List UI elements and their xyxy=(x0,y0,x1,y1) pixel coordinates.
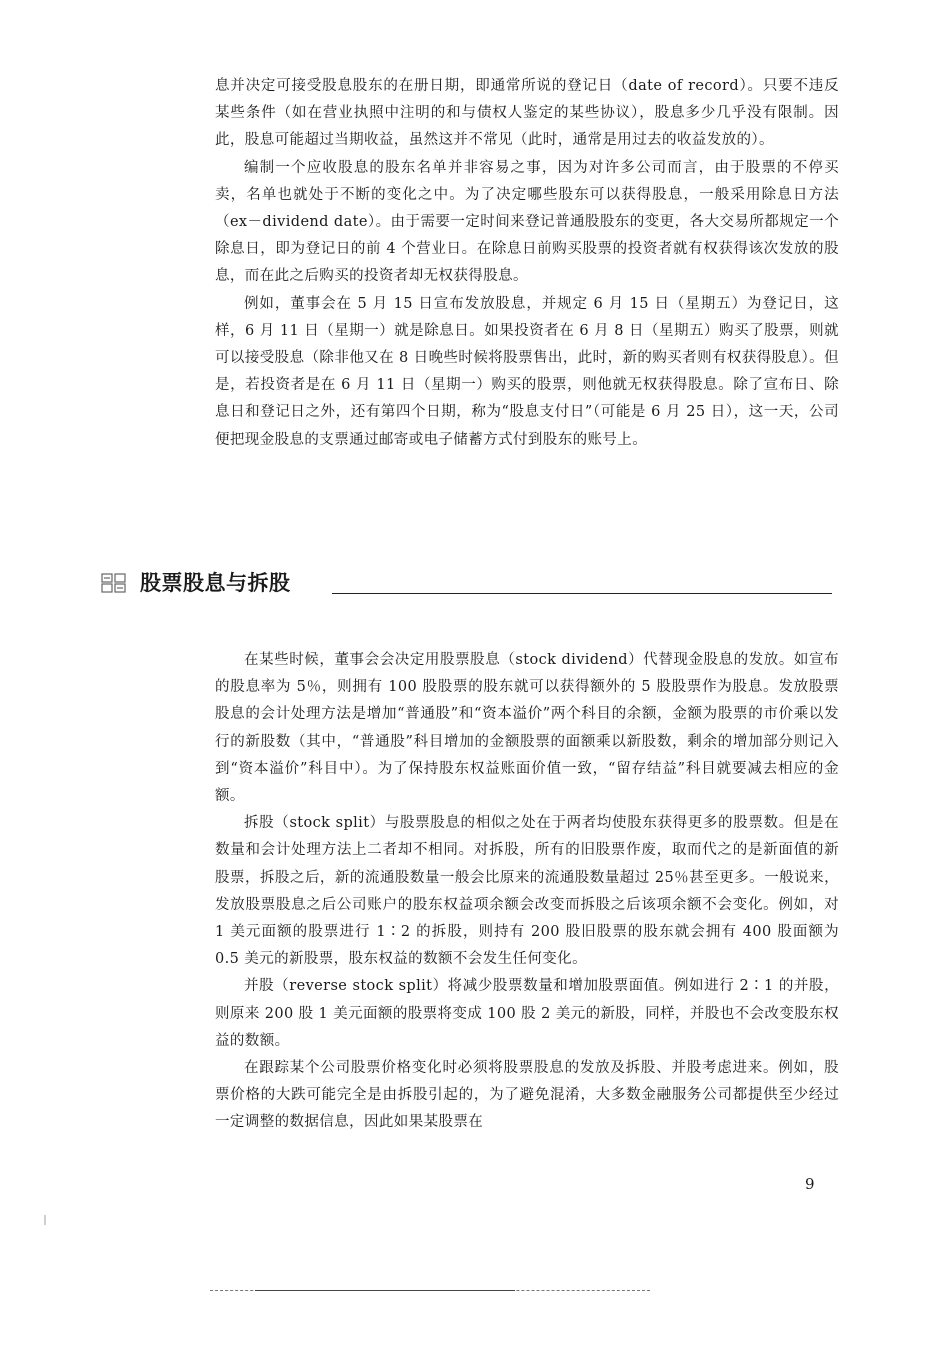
scan-artifact xyxy=(44,1215,46,1225)
section-heading xyxy=(100,568,832,600)
section-marker-icon xyxy=(100,572,128,594)
paragraph-continuation: 息并决定可接受股息股东的在册日期，即通常所说的登记日（date of record）。只要不违反某些条件（如在营业执照中注明的和与债权人鉴定的某些协议），股息多少几乎没有限制。因此，股息可能超过当期收益，虽然这并不常见（此时，通常是用过去的收益发放的）。 xyxy=(215,78,839,149)
section-rule xyxy=(332,593,832,594)
footer-scan-line-solid xyxy=(255,1290,515,1291)
body-text-top xyxy=(215,73,839,454)
body-text-bottom xyxy=(215,647,839,1137)
paragraph: 编制一个应收股息的股东名单并非容易之事，因为对许多公司而言，由于股票的不停买卖，名单也就处于不断的变化之中。为了决定哪些股东可以获得股息，一般采用除息日方法（ex－dividend date）。由于需要一定时间来登记普通股股东的变更，各大交易所都规定一个除息日，即为登记日的前 4 个营业日。在除息日前购买股票的投资者就有权获得该次发放的股息，而在此之后购买的投资者却无权获得股息。 xyxy=(215,159,839,285)
paragraph: 拆股（stock split）与股票股息的相似之处在于两者均使股东获得更多的股票数。但是在数量和会计处理方法上二者却不相同。对拆股，所有的旧股票作废，取而代之的是新面值的新股票，拆股之后，新的流通股数量一般会比原来的流通股数量超过 25％甚至更多。一般说来，发放股票股息之后公司账户的股东权益项余额会改变而拆股之后该项余额不会变化。例如，对 1 美元面额的股票进行 1∶2 的拆股，则持有 200 股旧股票的股东就会拥有 400 股面额为 0.5 美元的新股票，股东权益的数额不会发生任何变化。 xyxy=(215,815,839,968)
section-title: 股票股息与拆股 xyxy=(140,571,291,595)
paragraph: 在某些时候，董事会会决定用股票股息（stock dividend）代替现金股息的发放。如宣布的股息率为 5％，则拥有 100 股股票的股东就可以获得额外的 5 股股票作为股息。发放股票股息的会计处理方法是增加“普通股”和“资本溢价”两个科目的余额，金额为股票的市价乘以发行的新股数（其中，“普通股”科目增加的金额股票的面额乘以新股数，剩余的增加部分则记入到“资本溢价”科目中）。为了保持股东权益账面价值一致，“留存结益”科目就要减去相应的金额。 xyxy=(215,652,839,805)
paragraph: 并股（reverse stock split）将减少股票数量和增加股票面值。例如进行 2∶1 的并股，则原来 200 股 1 美元面额的股票将变成 100 股 2 美元的新股，同样，并股也不会改变股东权益的数额。 xyxy=(215,978,839,1049)
paragraph: 例如，董事会在 5 月 15 日宣布发放股息，并规定 6 月 15 日（星期五）为登记日，这样，6 月 11 日（星期一）就是除息日。如果投资者在 6 月 8 日（星期五）购买了股票，则就可以接受股息（除非他又在 8 日晚些时候将股票售出，此时，新的购买者则有权获得股息）。但是，若投资者是在 6 月 11 日（星期一）购买的股票，则他就无权获得股息。除了宣布日、除息日和登记日之外，还有第四个日期，称为“股息支付日”（可能是 6 月 25 日），这一天，公司便把现金股息的支票通过邮寄或电子储蓄方式付到股东的账号上。 xyxy=(215,295,839,448)
page-number: 9 xyxy=(805,1175,815,1193)
paragraph: 在跟踪某个公司股票价格变化时必须将股票股息的发放及拆股、并股考虑进来。例如，股票价格的大跌可能完全是由拆股引起的，为了避免混淆，大多数金融服务公司都提供至少经过一定调整的数据信息，因此如果某股票在 xyxy=(215,1060,839,1131)
